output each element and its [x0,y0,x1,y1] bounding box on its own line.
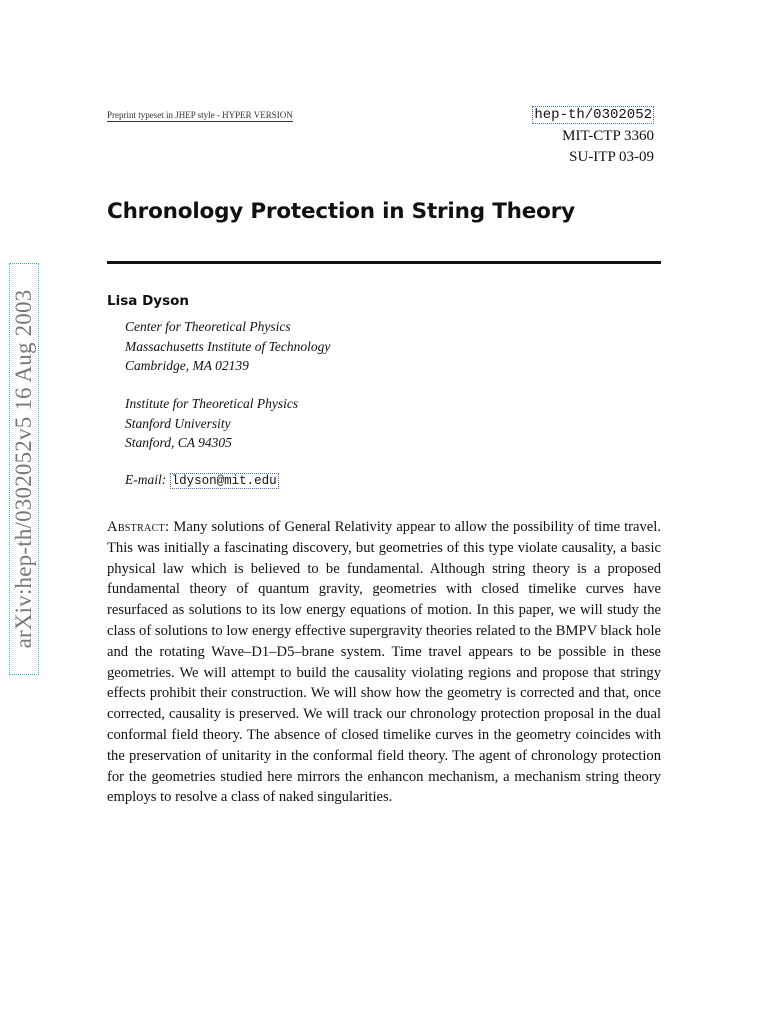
abstract-label: Abstract: [107,519,170,535]
email-link[interactable]: ldyson@mit.edu [171,474,277,488]
affiliation-line: Stanford, CA 94305 [125,435,232,450]
abstract [107,517,661,808]
su-report-number: SU-ITP 03-09 [569,149,654,165]
email-label: E-mail: [125,472,167,487]
affiliation-mit [125,317,330,376]
preprint-note: Preprint typeset in JHEP style - HYPER VERSION [107,110,293,120]
title-divider [107,261,661,264]
affiliation-line: Cambridge, MA 02139 [125,358,249,373]
affiliation-stanford [125,394,298,453]
paper-title: Chronology Protection in String Theory [107,199,575,224]
report-numbers [532,104,654,168]
affiliation-line: Center for Theoretical Physics [125,319,291,334]
email-line [125,472,279,488]
affiliation-line: Stanford University [125,415,231,431]
arxiv-identifier-text: arXiv:hep-th/0302052v5 16 Aug 2003 [11,289,36,649]
hep-th-link[interactable]: hep-th/0302052 [534,107,652,123]
abstract-text: Many solutions of General Relativity appear to allow the possibility of time travel. This was initially a fascinating discovery, but geometries of this type violate causality, a basic physical law which is believed to be fundamental. Although string theory is a proposed fundamental theory of quantum gravity, geometries with closed timelike curves have resurfaced as solutions to its low energy equations of motion. In this paper, we will study the class of solutions to low energy effective supergravity theories related to the BMPV black hole and the rotating Wave–D1–D5–brane system. Time travel appears to be possible in these geometries. We will attempt to build the causality violating regions and propose that stringy effects prohibit their construction. We will show how the geometry is corrected and that, once corrected, causality is preserved. We will track our chronology protection proposal in the dual conformal field theory. The absence of closed timelike curves in the geometry coincides with the preservation of unitarity in the conformal field theory. The agent of chronology protection for the geometries studied here mirrors the enhancon mechanism, a mechanism string theory employs to resolve a class of naked singularities. [107,519,661,806]
affiliation-line: Institute for Theoretical Physics [125,396,299,411]
affiliation-line: Massachusetts Institute of Technology [125,338,331,354]
author-name: Lisa Dyson [107,293,190,309]
arxiv-identifier-stamp[interactable] [9,263,39,675]
mit-report-number: MIT-CTP 3360 [562,128,654,144]
